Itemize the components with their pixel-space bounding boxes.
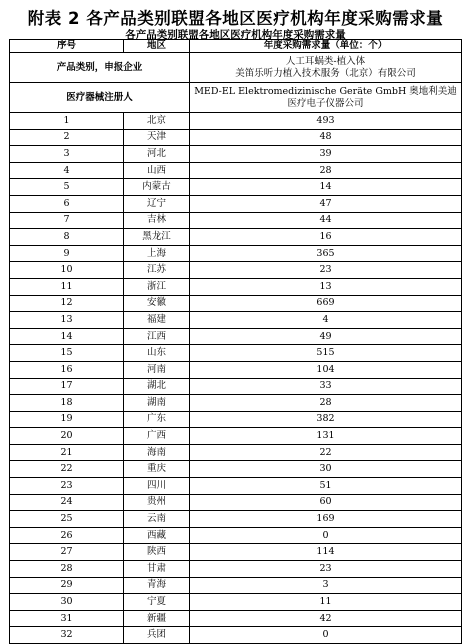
table-row (10, 527, 462, 544)
row-number: 14 (10, 328, 124, 345)
row-quantity: 42 (190, 610, 462, 627)
row-quantity: 49 (190, 328, 462, 345)
table-row (10, 195, 462, 212)
table-row (10, 229, 462, 246)
row-region: 贵州 (124, 494, 190, 511)
row-number: 23 (10, 478, 124, 495)
table-caption: 各产品类别联盟各地区医疗机构年度采购需求量 (125, 29, 346, 41)
row-number: 15 (10, 345, 124, 362)
table-row (10, 561, 462, 578)
page-title: 附表 2 各产品类别联盟各地区医疗机构年度采购需求量 (27, 9, 444, 28)
table-row (10, 610, 462, 627)
table-row (10, 146, 462, 163)
row-region: 兵团 (124, 627, 190, 644)
row-quantity: 39 (190, 146, 462, 163)
row-number: 2 (10, 129, 124, 146)
table-row (10, 577, 462, 594)
category-label: 产品类别，申报企业 (10, 53, 190, 83)
row-quantity: 493 (190, 113, 462, 130)
row-region: 江苏 (124, 262, 190, 279)
row-number: 26 (10, 527, 124, 544)
procurement-table (9, 39, 462, 644)
row-region: 江西 (124, 328, 190, 345)
table-row (10, 113, 462, 130)
row-quantity: 131 (190, 428, 462, 445)
row-quantity: 48 (190, 129, 462, 146)
row-region: 黑龙江 (124, 229, 190, 246)
category-company: 美笛乐听力植入技术服务（北京）有限公司 (235, 67, 416, 79)
row-number: 21 (10, 444, 124, 461)
row-number: 13 (10, 312, 124, 329)
row-quantity: 28 (190, 395, 462, 412)
table-row (10, 179, 462, 196)
row-quantity: 33 (190, 378, 462, 395)
row-region: 湖南 (124, 395, 190, 412)
row-number: 6 (10, 195, 124, 212)
table-row (10, 328, 462, 345)
row-number: 5 (10, 179, 124, 196)
row-region: 甘肃 (124, 561, 190, 578)
row-region: 北京 (124, 113, 190, 130)
table-row (10, 478, 462, 495)
row-quantity: 11 (190, 594, 462, 611)
row-quantity: 365 (190, 245, 462, 262)
row-quantity: 169 (190, 511, 462, 528)
row-region: 云南 (124, 511, 190, 528)
row-number: 4 (10, 162, 124, 179)
row-region: 湖北 (124, 378, 190, 395)
row-quantity: 51 (190, 478, 462, 495)
category-product: 人工耳蜗类-植入体 (285, 55, 366, 67)
row-number: 17 (10, 378, 124, 395)
row-region: 安徽 (124, 295, 190, 312)
table-row (10, 378, 462, 395)
row-number: 29 (10, 577, 124, 594)
table-row (10, 212, 462, 229)
table-row (10, 428, 462, 445)
table-row (10, 278, 462, 295)
table-row (10, 511, 462, 528)
row-quantity: 44 (190, 212, 462, 229)
row-quantity: 22 (190, 444, 462, 461)
row-number: 19 (10, 411, 124, 428)
row-quantity: 0 (190, 627, 462, 644)
row-region: 陕西 (124, 544, 190, 561)
table-header-row (10, 40, 462, 53)
table-row (10, 594, 462, 611)
row-number: 11 (10, 278, 124, 295)
row-number: 25 (10, 511, 124, 528)
row-region: 上海 (124, 245, 190, 262)
row-region: 吉林 (124, 212, 190, 229)
row-quantity: 669 (190, 295, 462, 312)
row-quantity: 23 (190, 262, 462, 279)
row-region: 广西 (124, 428, 190, 445)
table-row (10, 544, 462, 561)
category-value (190, 53, 462, 83)
table-row (10, 312, 462, 329)
row-region: 河南 (124, 361, 190, 378)
table-row (10, 444, 462, 461)
header-no: 序号 (10, 40, 124, 53)
table-row (10, 395, 462, 412)
row-quantity: 60 (190, 494, 462, 511)
row-region: 天津 (124, 129, 190, 146)
row-region: 新疆 (124, 610, 190, 627)
row-region: 西藏 (124, 527, 190, 544)
row-quantity: 104 (190, 361, 462, 378)
table-row (10, 411, 462, 428)
table-row (10, 345, 462, 362)
row-number: 16 (10, 361, 124, 378)
row-number: 9 (10, 245, 124, 262)
row-quantity: 382 (190, 411, 462, 428)
row-number: 18 (10, 395, 124, 412)
row-quantity: 28 (190, 162, 462, 179)
row-number: 7 (10, 212, 124, 229)
row-region: 青海 (124, 577, 190, 594)
row-region: 山东 (124, 345, 190, 362)
header-quantity: 年度采购需求量（单位：个） (190, 40, 462, 53)
row-quantity: 0 (190, 527, 462, 544)
table-row (10, 245, 462, 262)
row-number: 31 (10, 610, 124, 627)
row-number: 3 (10, 146, 124, 163)
row-region: 内蒙古 (124, 179, 190, 196)
row-region: 福建 (124, 312, 190, 329)
table-row (10, 627, 462, 644)
row-region: 广东 (124, 411, 190, 428)
row-region: 河北 (124, 146, 190, 163)
row-number: 32 (10, 627, 124, 644)
table-row (10, 262, 462, 279)
row-number: 30 (10, 594, 124, 611)
row-region: 宁夏 (124, 594, 190, 611)
row-quantity: 30 (190, 461, 462, 478)
table-row (10, 162, 462, 179)
row-region: 海南 (124, 444, 190, 461)
row-number: 28 (10, 561, 124, 578)
row-quantity: 4 (190, 312, 462, 329)
table-row (10, 494, 462, 511)
table-row (10, 461, 462, 478)
category-row (10, 53, 462, 83)
row-region: 四川 (124, 478, 190, 495)
registrant-label: 医疗器械注册人 (10, 83, 190, 113)
row-number: 12 (10, 295, 124, 312)
table-row (10, 129, 462, 146)
row-quantity: 23 (190, 561, 462, 578)
row-number: 8 (10, 229, 124, 246)
row-quantity: 515 (190, 345, 462, 362)
row-number: 1 (10, 113, 124, 130)
registrant-value: MED-EL Elektromedizinische Geräte GmbH 奥地利美迪医疗电子仪器公司 (190, 83, 462, 113)
table-row (10, 361, 462, 378)
registrant-row (10, 83, 462, 113)
row-number: 24 (10, 494, 124, 511)
row-number: 10 (10, 262, 124, 279)
table-row (10, 295, 462, 312)
row-region: 山西 (124, 162, 190, 179)
row-region: 重庆 (124, 461, 190, 478)
row-quantity: 114 (190, 544, 462, 561)
row-region: 浙江 (124, 278, 190, 295)
row-number: 20 (10, 428, 124, 445)
row-quantity: 3 (190, 577, 462, 594)
row-number: 27 (10, 544, 124, 561)
row-region: 辽宁 (124, 195, 190, 212)
header-region: 地区 (124, 40, 190, 53)
row-quantity: 14 (190, 179, 462, 196)
row-quantity: 16 (190, 229, 462, 246)
row-quantity: 47 (190, 195, 462, 212)
row-quantity: 13 (190, 278, 462, 295)
row-number: 22 (10, 461, 124, 478)
